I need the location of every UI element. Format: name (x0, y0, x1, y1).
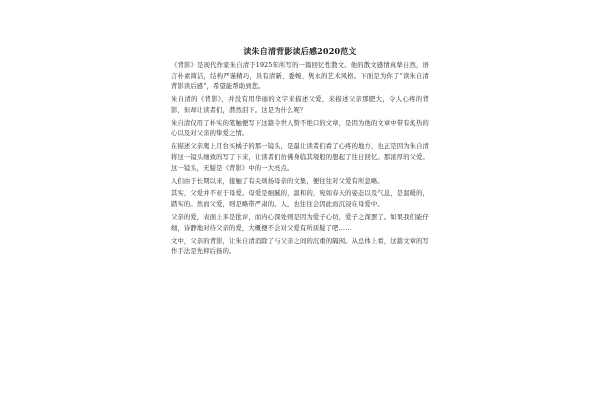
paragraph-7: 父亲的爱，表面上多是批评，而内心深处则是因为爱子心切，爱子之深罢了。如果我们能仔细，诗静地对待父亲的爱，大概便不会对父爱有所质疑了吧…… (171, 214, 429, 232)
paragraph-6: 其实，父爱并不亚于母爱。母爱是细腻的，温和的，宛如春天的姿态以及气息，是温暖的，踏实的。然而父爱，则是略带严肃的。人，也往往会因此而沉浸在母爱中。 (171, 190, 429, 209)
paragraph-intro: 《背影》是现代作家朱自清于1925年所写的一篇回忆性散文。他的散文感情真挚自然，语言朴素简洁，结构严谨精巧，具有清新、委婉、隽永的艺术风格。下面是为你了“读朱自清背影读后感”，希望能帮助到您。 (171, 62, 429, 91)
paragraph-3: 朱自清仅用了朴实的笔触便写下这篇令世人赞不绝口的文章，是因为他的文章中带有炙热的心以及对父亲的挚爱之情。 (171, 119, 429, 138)
paragraph-8: 文中，父亲的背影，让朱自清消除了与父亲之间的沉重的隔阂。从总体上看，这篇文章的写作手法是先抑后扬的。 (171, 237, 429, 256)
document-body (171, 46, 429, 260)
document-title: 读朱自清背影读后感2020范文 (243, 46, 357, 56)
paragraph-5: 人们由于长期以来，接触了有关颂扬母亲的文集，便往往对父爱有所忽略。 (171, 177, 384, 185)
paragraph-4: 在描述父亲爬上月台买橘子的那一镜头，是最让读者们看了心疼的地方，也正是因为朱自清将这一镜头细致的写了下来，让读者们仿佛身临其境般的想起了往日回忆。那浓厚的父爱。这一镜头，无疑是《背影》中的一大亮点。 (171, 143, 429, 172)
paragraph-2: 朱自清的《背影》，并没有用华丽的文字来描述父爱，来描述父亲那肥大，令人心疼的背影，但却让读者们，潸然泪下。这是为什么呢？ (171, 96, 429, 114)
